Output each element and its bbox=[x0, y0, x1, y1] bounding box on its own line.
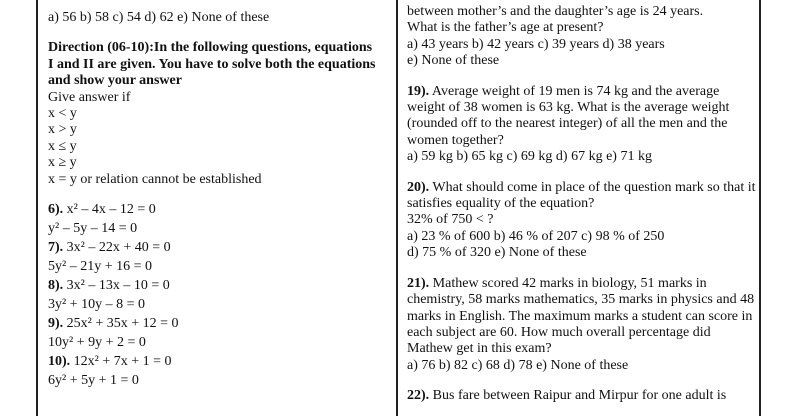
q22-question: 22). Bus fare between Raipur and Mirpur for one adult is bbox=[407, 388, 727, 404]
q10-eq2: 6y² + 5y + 1 = 0 bbox=[48, 373, 139, 389]
relation-c: x ≤ y bbox=[48, 138, 77, 154]
q6-eq1: 6). x² – 4x – 12 = 0 bbox=[48, 202, 156, 218]
q18-text-line2: What is the father’s age at present? bbox=[407, 20, 604, 36]
left-column bbox=[48, 10, 388, 390]
q21-options: a) 76 b) 82 c) 68 d) 78 e) None of these bbox=[407, 357, 629, 373]
q7-eq1: 7). 3x² – 22x + 40 = 0 bbox=[48, 240, 171, 256]
q20-options-line1: a) 23 % of 600 b) 46 % of 207 c) 98 % of 250 bbox=[407, 228, 665, 244]
q8-eq1: 8). 3x² – 13x – 10 = 0 bbox=[48, 278, 170, 294]
right-column bbox=[407, 4, 757, 405]
q6-eq2: y² – 5y – 14 = 0 bbox=[48, 221, 138, 237]
column-divider bbox=[396, 0, 398, 416]
right-border bbox=[759, 0, 761, 416]
relation-d: x ≥ y bbox=[48, 155, 77, 171]
direction-heading: Direction (06-10):In the following questions, equations I and II are given. You have to solve both the equations and show your answer bbox=[48, 40, 376, 89]
q19-question: 19). Average weight of 19 men is 74 kg and the average weight of 38 women is 63 kg. What is the average weight (rounded off to the nearest integer) of all the men and the women together? bbox=[407, 83, 730, 148]
q20-expression: 32% of 750 < ? bbox=[407, 212, 494, 228]
q5-options: a) 56 b) 58 c) 54 d) 62 e) None of these bbox=[48, 10, 270, 25]
relation-e: x = y or relation cannot be established bbox=[48, 171, 262, 187]
q9-eq1: 9). 25x² + 35x + 12 = 0 bbox=[48, 316, 179, 332]
q20-options-line2: d) 75 % of 320 e) None of these bbox=[407, 245, 587, 261]
relation-a: x < y bbox=[48, 106, 77, 122]
q18-options-line2: e) None of these bbox=[407, 53, 500, 69]
left-border bbox=[36, 0, 38, 416]
q9-eq2: 10y² + 9y + 2 = 0 bbox=[48, 335, 146, 351]
q20-question: 20). What should come in place of the question mark so that it satisfies equality of the equation? bbox=[407, 179, 756, 212]
give-answer-label: Give answer if bbox=[48, 89, 131, 105]
relation-b: x > y bbox=[48, 122, 77, 138]
q8-eq2: 3y² + 10y – 8 = 0 bbox=[48, 297, 145, 313]
q18-options-line1: a) 43 years b) 42 years c) 39 years d) 38 years bbox=[407, 36, 665, 52]
q18-text-line1: between mother’s and the daughter’s age is 24 years. bbox=[407, 4, 704, 19]
q7-eq2: 5y² – 21y + 16 = 0 bbox=[48, 259, 152, 275]
q21-question: 21). Mathew scored 42 marks in biology, 51 marks in chemistry, 58 marks mathematics, 35 marks in physics and 48 marks in English. The maximum marks a student can score in each subject are 60. How much overall percentage did Mathew get in this exam? bbox=[407, 275, 755, 357]
q19-options: a) 59 kg b) 65 kg c) 69 kg d) 67 kg e) 71 kg bbox=[407, 149, 652, 165]
q10-eq1: 10). 12x² + 7x + 1 = 0 bbox=[48, 354, 172, 370]
